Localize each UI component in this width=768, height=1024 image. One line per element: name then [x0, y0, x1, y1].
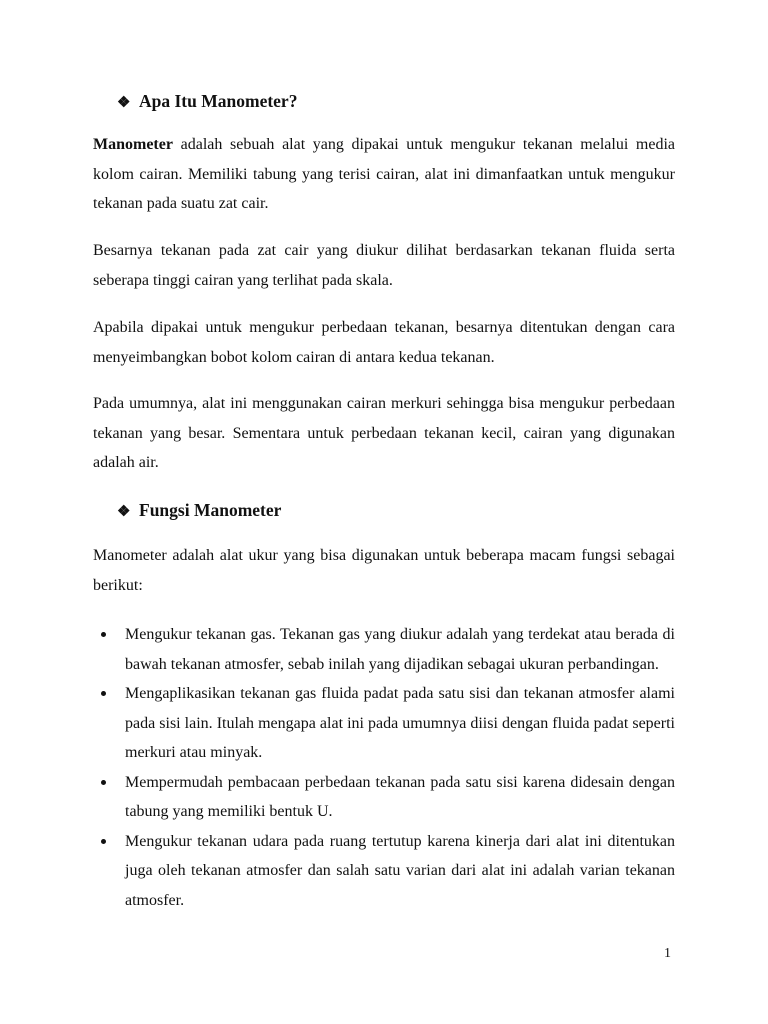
list-item-text: Mengukur tekanan udara pada ruang tertutup karena kinerja dari alat ini ditentukan juga oleh tekanan atmosfer dan salah satu varian dari alat ini adalah varian tekanan atmosfer.: [125, 832, 675, 909]
heading-text: Fungsi Manometer: [139, 500, 282, 520]
bullet-dot-icon: [101, 632, 106, 637]
list-item-text: Mempermudah pembacaan perbedaan tekanan pada satu sisi karena didesain dengan tabung yang memiliki bentuk U.: [125, 773, 675, 820]
section-heading-fungsi: [117, 500, 281, 522]
section-heading-apa-itu: [117, 91, 297, 113]
paragraph-pressure-difference: Apabila dipakai untuk mengukur perbedaan tekanan, besarnya ditentukan dengan cara menyeimbangkan bobot kolom cairan di antara kedua tekanan.: [93, 319, 675, 366]
bullet-dot-icon: [101, 780, 106, 785]
term-manometer: Manometer: [93, 136, 173, 153]
list-item: [93, 827, 675, 916]
page-number: 1: [664, 946, 671, 961]
list-item: [93, 620, 675, 679]
diamond-bullet-icon: ❖: [117, 504, 131, 520]
paragraph-mercury-usage: Pada umumnya, alat ini menggunakan cairan merkuri sehingga bisa mengukur perbedaan tekanan yang besar. Sementara untuk perbedaan tekanan kecil, cairan yang digunakan adalah air.: [93, 395, 675, 471]
list-item-text: Mengaplikasikan tekanan gas fluida padat pada satu sisi dan tekanan atmosfer alami pada sisi lain. Itulah mengapa alat ini pada umumnya diisi dengan fluida padat seperti merkuri atau minyak.: [125, 685, 675, 761]
list-item: [93, 679, 675, 768]
functions-list: [93, 620, 675, 915]
paragraph-text: adalah sebuah alat yang dipakai untuk mengukur tekanan melalui media kolom cairan. Memiliki tabung yang terisi cairan, alat ini dimanfaatkan untuk mengukur tekanan pada suatu zat cair.: [93, 136, 675, 212]
heading-text: Apa Itu Manometer?: [139, 91, 298, 111]
list-item-text: Mengukur tekanan gas. Tekanan gas yang diukur adalah yang terdekat atau berada di bawah tekanan atmosfer, sebab inilah yang dijadikan sebagai ukuran perbandingan.: [125, 626, 675, 673]
bullet-dot-icon: [101, 839, 106, 844]
paragraph-functions-intro: Manometer adalah alat ukur yang bisa digunakan untuk beberapa macam fungsi sebagai berikut:: [93, 547, 675, 594]
paragraph-pressure-reading: Besarnya tekanan pada zat cair yang diukur dilihat berdasarkan tekanan fluida serta seberapa tinggi cairan yang terlihat pada skala.: [93, 242, 675, 289]
diamond-bullet-icon: ❖: [117, 95, 131, 111]
list-item: [93, 768, 675, 827]
bullet-dot-icon: [101, 691, 106, 696]
paragraph-definition: [93, 130, 675, 219]
